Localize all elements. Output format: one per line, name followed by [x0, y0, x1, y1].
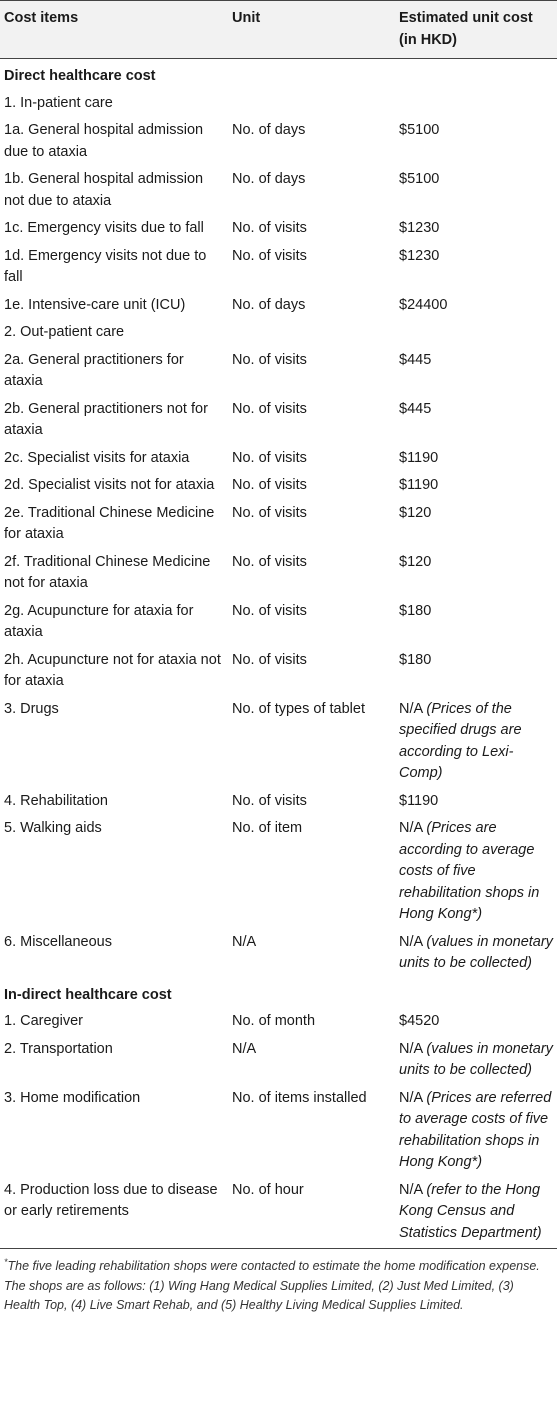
- unit-cost-cell: [395, 215, 557, 243]
- table-footnote: [0, 1249, 557, 1316]
- cost-item-cell: 1. In-patient care: [4, 94, 113, 111]
- table-row: [0, 1008, 557, 1036]
- unit-cell: No. of days: [232, 171, 306, 187]
- cost-item-cell: 1b. General hospital admission not due to ataxia: [4, 171, 204, 209]
- unit-cost-value: $1190: [399, 792, 439, 809]
- table-row: [0, 549, 557, 598]
- cost-item-cell: 2a. General practitioners for ataxia: [4, 351, 184, 389]
- unit-cost-cell: [395, 1177, 557, 1249]
- table-row: [0, 1177, 557, 1249]
- unit-cost-cell: [395, 117, 557, 166]
- unit-cell: No. of visits: [232, 220, 307, 236]
- unit-cell: No. of visits: [232, 400, 307, 417]
- unit-cost-cell: [395, 929, 557, 978]
- unit-cell: No. of days: [232, 122, 306, 138]
- unit-cell: No. of visits: [232, 504, 307, 521]
- cost-item-cell: 2f. Traditional Chinese Medicine not for ataxia: [4, 553, 211, 591]
- cost-item-cell: 6. Miscellaneous: [4, 933, 112, 950]
- cost-item-cell: 2g. Acupuncture for ataxia for ataxia: [4, 602, 194, 640]
- unit-cost-cell: [395, 500, 557, 549]
- unit-cell: No. of hour: [228, 1177, 395, 1249]
- cost-item-cell: 2e. Traditional Chinese Medicine for ataxia: [4, 504, 215, 542]
- unit-cost-value: $1190: [399, 477, 439, 493]
- cost-item-cell: 1a. General hospital admission due to ataxia: [4, 122, 204, 160]
- unit-cell: No. of types of tablet: [232, 700, 365, 717]
- section-header-row: [0, 59, 557, 90]
- unit-cost-value: $24400: [399, 296, 448, 313]
- table-row: [0, 243, 557, 292]
- cost-item-cell: 2c. Specialist visits for ataxia: [4, 449, 190, 466]
- unit-cost-cell: [395, 396, 557, 445]
- cost-item-cell: 5. Walking aids: [4, 820, 102, 836]
- table-row: [0, 292, 557, 320]
- unit-cell: No. of visits: [232, 351, 307, 368]
- unit-cost-note: (Prices are according to average costs of five rehabilitation shops in Hong Kong*): [399, 820, 540, 922]
- unit-cost-cell: [395, 90, 557, 118]
- table-row: [0, 347, 557, 396]
- unit-cost-value: $1230: [399, 220, 440, 236]
- unit-cost-note: (Prices of the specified drugs are according to Lexi-Comp): [399, 700, 522, 781]
- table-header-row: [0, 1, 557, 59]
- unit-cost-value: $4520: [399, 1013, 440, 1029]
- footnote-marker: *: [4, 1256, 8, 1267]
- cost-item-cell: 3. Drugs: [4, 700, 59, 717]
- unit-cell: N/A: [232, 1040, 257, 1057]
- cost-item-cell: 1d. Emergency visits not due to fall: [4, 247, 207, 285]
- unit-cell: No. of month: [232, 1013, 316, 1029]
- unit-cost-note: (refer to the Hong Kong Census and Statistics Department): [399, 1181, 542, 1241]
- cost-item-cell: 3. Home modification: [4, 1089, 141, 1106]
- unit-cost-cell: [395, 243, 557, 292]
- unit-cost-value: $180: [399, 602, 432, 619]
- table-row: [0, 929, 557, 978]
- header-unit: Unit: [228, 1, 395, 59]
- cost-item-cell: 2. Transportation: [4, 1040, 113, 1057]
- unit-cost-cell: [395, 445, 557, 473]
- cost-item-cell: 2d. Specialist visits not for ataxia: [4, 477, 215, 493]
- unit-cost-value: N/A: [399, 700, 423, 717]
- unit-cost-value: N/A: [399, 1089, 423, 1106]
- unit-cell: No. of visits: [232, 792, 307, 809]
- unit-cost-value: $120: [399, 504, 432, 521]
- table-row: [0, 815, 557, 929]
- unit-cost-cell: [395, 1008, 557, 1036]
- unit-cost-value: $120: [399, 553, 432, 570]
- cost-item-cell: 4. Production loss due to disease or early retirements: [0, 1177, 228, 1249]
- unit-cost-cell: [395, 647, 557, 696]
- unit-cost-cell: [395, 788, 557, 816]
- unit-cost-value: N/A: [399, 933, 423, 950]
- table-row: [0, 696, 557, 788]
- table-row: [0, 500, 557, 549]
- unit-cost-note: (Prices are referred to average costs of five rehabilitation shops in Hong Kong*): [399, 1089, 552, 1170]
- cost-item-cell: 2. Out-patient care: [4, 324, 125, 340]
- unit-cell: [228, 90, 395, 118]
- unit-cost-value: $1190: [399, 449, 439, 466]
- section-header-row: [0, 978, 557, 1009]
- unit-cost-value: N/A: [399, 820, 423, 836]
- unit-cost-cell: [395, 472, 557, 500]
- unit-cell: No. of visits: [232, 553, 307, 570]
- cost-item-cell: 1c. Emergency visits due to fall: [4, 220, 204, 236]
- unit-cost-cell: [395, 292, 557, 320]
- table-row: [0, 1036, 557, 1085]
- section-title: Direct healthcare cost: [4, 68, 156, 84]
- table-row: [0, 319, 557, 347]
- unit-cost-value: $5100: [399, 122, 440, 138]
- unit-cost-cell: [395, 549, 557, 598]
- unit-cost-cell: [395, 166, 557, 215]
- table-row: [0, 598, 557, 647]
- table-row: [0, 472, 557, 500]
- unit-cell: No. of visits: [232, 247, 307, 264]
- unit-cell: No. of visits: [232, 477, 307, 493]
- table-row: [0, 90, 557, 118]
- table-row: [0, 117, 557, 166]
- unit-cost-value: $5100: [399, 171, 440, 187]
- table-row: [0, 1085, 557, 1177]
- unit-cell: No. of items installed: [232, 1089, 367, 1106]
- unit-cost-note: (values in monetary units to be collected): [399, 1040, 553, 1078]
- unit-cell: No. of days: [232, 296, 306, 313]
- cost-item-cell: 2b. General practitioners not for ataxia: [4, 400, 208, 438]
- cost-item-cell: 1e. Intensive-care unit (ICU): [4, 296, 186, 313]
- unit-cell: N/A: [232, 933, 257, 950]
- unit-cell: No. of visits: [232, 602, 307, 619]
- unit-cost-value: $1230: [399, 247, 440, 264]
- unit-cost-cell: [395, 696, 557, 788]
- unit-cost-cell: [395, 1036, 557, 1085]
- unit-cost-note: (values in monetary units to be collected): [399, 933, 553, 971]
- footnote-text: The five leading rehabilitation shops were contacted to estimate the home modification expense. The shops are as follows: (1) Wing Hang Medical Supplies Limited, (2) Just Med Limited, (3) Health Top, (4) Live Smart Rehab, and (5) Healthy Living Medical Supplies Limited.: [4, 1259, 540, 1312]
- table-row: [0, 215, 557, 243]
- unit-cost-cell: [395, 347, 557, 396]
- table-row: [0, 445, 557, 473]
- header-cost-items: Cost items: [0, 1, 228, 59]
- cost-item-cell: 4. Rehabilitation: [4, 792, 108, 809]
- unit-cell: No. of visits: [232, 651, 307, 668]
- table-row: [0, 788, 557, 816]
- table-row: [0, 647, 557, 696]
- unit-cost-value: N/A: [399, 1181, 423, 1198]
- unit-cost-value: N/A: [399, 1040, 423, 1057]
- unit-cost-value: $445: [399, 351, 432, 368]
- section-title: In-direct healthcare cost: [4, 986, 172, 1003]
- unit-cell: [228, 319, 395, 347]
- unit-cost-value: $180: [399, 651, 432, 668]
- unit-cell: No. of visits: [232, 449, 307, 466]
- table-body: [0, 59, 557, 1249]
- unit-cost-value: $445: [399, 400, 432, 417]
- unit-cell: No. of item: [232, 820, 303, 836]
- cost-item-cell: 1. Caregiver: [4, 1013, 83, 1029]
- table-row: [0, 396, 557, 445]
- unit-cost-cell: [395, 598, 557, 647]
- table-row: [0, 166, 557, 215]
- cost-item-cell: 2h. Acupuncture not for ataxia not for ataxia: [4, 651, 221, 689]
- header-estimated-unit-cost: Estimated unit cost (in HKD): [395, 1, 557, 59]
- unit-cost-cell: [395, 319, 557, 347]
- unit-cost-cell: [395, 815, 557, 929]
- unit-cost-cell: [395, 1085, 557, 1177]
